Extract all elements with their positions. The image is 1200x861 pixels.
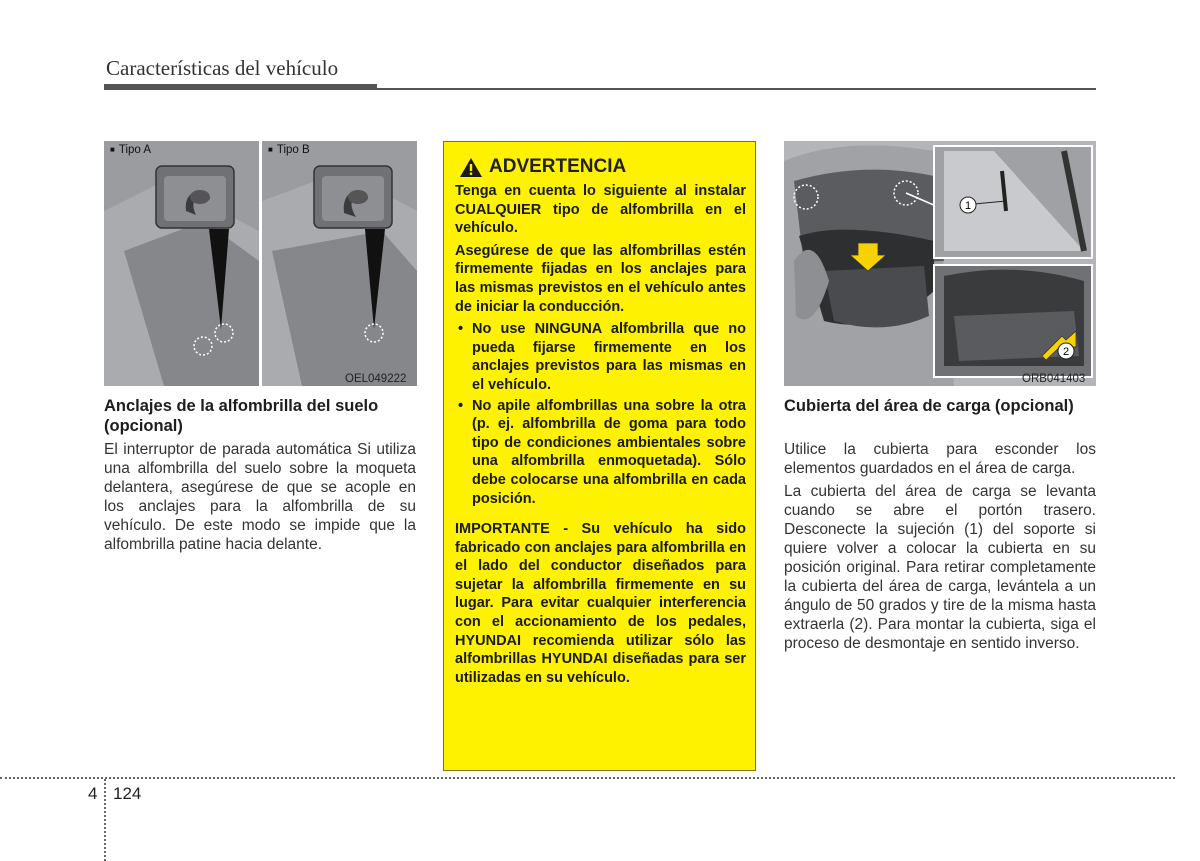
- floor-anchor-b-illustration: [262, 141, 417, 386]
- photo-tag-type-b: ■ Tipo B: [268, 144, 310, 156]
- warning-important-note: IMPORTANTE - Su vehículo ha sido fabricado con anclajes para alfombrilla en el lado del conductor diseñados para sujetar la alfombrilla firmemente en su lugar. Para evitar cualquier interferencia con el accionamiento de los pedales, HYUNDAI recomienda utilizar sólo las alfombrillas HYUNDAI diseñadas para ser utilizadas en su vehículo.: [455, 521, 746, 686]
- page-number: 124: [113, 784, 142, 803]
- warning-paragraph: Asegúrese de que las alfombrillas estén firmemente fijadas en los anclajes para las mismas previstos en el vehículo antes de iniciar la conducción.: [455, 242, 746, 315]
- warning-bullet: • No use NINGUNA alfombrilla que no pueda fijarse firmemente en los anclajes previstos para las mismas en el vehículo.: [472, 320, 746, 394]
- warning-triangle-icon: [459, 157, 483, 178]
- image-code-left: OEL049222: [345, 373, 407, 385]
- paragraph: Utilice la cubierta para esconder los elementos guardados en el área de carga.: [784, 441, 1096, 477]
- paragraph: El interruptor de parada automática Si utiliza una alfombrilla del suelo sobre la moqueta delantera, asegúrese de que se acople en los anclajes para la alfombrilla de su vehículo. De este modo se impide que la alfombrilla patine hacia delante.: [104, 441, 416, 553]
- image-code-right: ORB041403: [1022, 373, 1086, 385]
- photo-tag-type-a: ■ Tipo A: [110, 144, 151, 156]
- page-header-title: Características del vehículo: [106, 56, 339, 80]
- warning-heading: [459, 156, 626, 178]
- chapter-number: 4: [88, 784, 98, 803]
- section-body-cargo-cover: [784, 440, 1096, 657]
- warning-box: [443, 141, 756, 771]
- header-rule-thin: [377, 88, 1096, 90]
- photo-type-a: [104, 141, 259, 386]
- photo-type-b: [262, 141, 417, 386]
- footer-dotted-rule: [0, 777, 1175, 779]
- warning-paragraph: Tenga en cuenta lo siguiente al instalar CUALQUIER tipo de alfombrilla en el vehículo.: [455, 183, 746, 237]
- section-body-floor-mat-anchors: [104, 440, 416, 558]
- warning-list: [455, 320, 746, 508]
- header-rule-thick: [104, 84, 377, 90]
- photo-cargo-cover: [784, 141, 1096, 386]
- footer-vertical-rule: [104, 779, 106, 861]
- section-title-cargo-cover: Cubierta del área de carga (opcional): [784, 397, 1074, 415]
- floor-anchor-a-illustration: [104, 141, 259, 386]
- paragraph: La cubierta del área de carga se levanta cuando se abre el portón trasero. Desconecte la sujeción (1) del soporte si quiere volver a colocar la cubierta en su posición original. Para retirar completamente la cubierta del área de carga, levántela a un ángulo de 50 grados y tire de la misma hasta extraerla (2). Para montar la cubierta, siga el proceso de desmontaje en sentido inverso.: [784, 483, 1096, 652]
- warning-bullet: • No apile alfombrillas una sobre la otra (p. ej. alfombrilla de goma para todo tipo de condiciones ambientales sobre una alfombrilla enmoquetada). Sólo debe colocarse una alfombrilla en cada posición.: [472, 397, 746, 509]
- callout-number-2: 2: [1062, 346, 1070, 358]
- warning-body: [455, 182, 746, 691]
- cargo-area-illustration: [784, 141, 1096, 386]
- section-title-floor-mat-anchors: Anclajes de la alfombrilla del suelo (opcional): [104, 397, 379, 435]
- callout-number-1: 1: [964, 200, 972, 212]
- warning-heading-text: ADVERTENCIA: [489, 156, 627, 177]
